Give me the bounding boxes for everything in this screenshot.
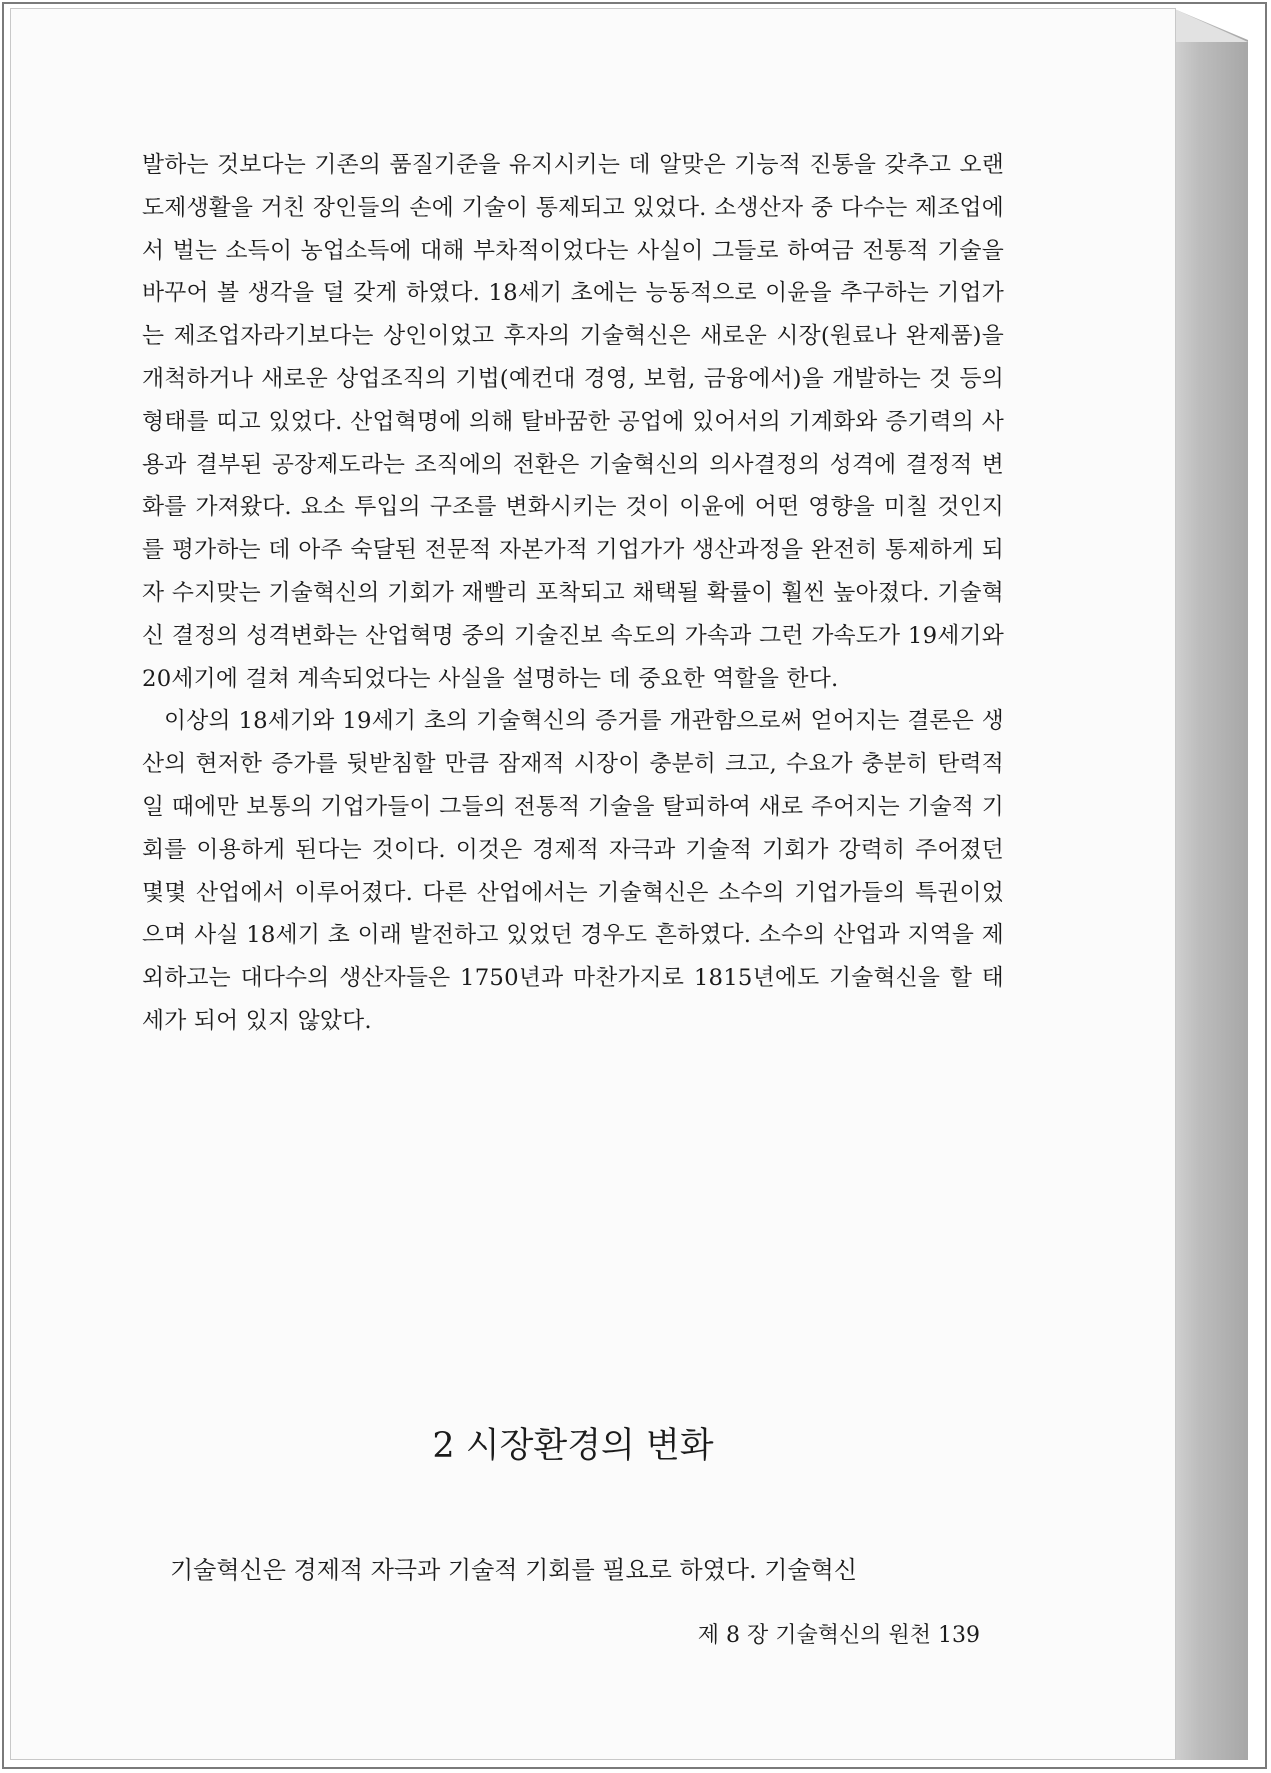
paragraph: 이상의 18세기와 19세기 초의 기술혁신의 증거를 개관함으로써 얻어지는 결론은 생산의 현저한 증가를 뒷받침할 만큼 잠재적 시장이 충분히 크고, 수요가 충분히 탄력적일 때에만 보통의 기업가들이 그들의 전통적 기술을 탈피하여 새로 주어지는 기술적 기회를 이용하게 된다는 것이다. 이것은 경제적 자극과 기술적 기회가 강력히 주어졌던 몇몇 산업에서 이루어졌다. 다른 산업에서는 기술혁신은 소수의 기업가들의 특권이었으며 사실 18세기 초 이래 발전하고 있었던 경우도 흔하였다. 소수의 산업과 지역을 제외하고는 대다수의 생산자들은 1750년과 마찬가지로 1815년에도 기술혁신을 할 태세가 되어 있지 않았다. [142,708,1004,1034]
section-heading: 2 시장환경의 변화 [432,1426,714,1466]
body-text [142,144,1004,1043]
book-page-edge [1172,8,1248,1760]
running-footer: 제 8 장 기술혁신의 원천 139 [697,1623,980,1648]
section-opening-line: 기술혁신은 경제적 자극과 기술적 기회를 필요로 하였다. 기술혁신 [170,1556,857,1584]
paragraph: 발하는 것보다는 기존의 품질기준을 유지시키는 데 알맞은 기능적 진통을 갖추고 오랜 도제생활을 거친 장인들의 손에 기술이 통제되고 있었다. 소생산자 중 다수는 제조업에서 벌는 소득이 농업소득에 대해 부차적이었다는 사실이 그들로 하여금 전통적 기술을 바꾸어 볼 생각을 덜 갖게 하였다. 18세기 초에는 능동적으로 이윤을 추구하는 기업가는 제조업자라기보다는 상인이었고 후자의 기술혁신은 새로운 시장(원료나 완제품)을 개척하거나 새로운 상업조직의 기법(예컨대 경영, 보험, 금융에서)을 개발하는 것 등의 형태를 띠고 있었다. 산업혁명에 의해 탈바꿈한 공업에 있어서의 기계화와 증기력의 사용과 결부된 공장제도라는 조직에의 전환은 기술혁신의 의사결정의 성격에 결정적 변화를 가져왔다. 요소 투입의 구조를 변화시키는 것이 이윤에 어떤 영향을 미칠 것인지를 평가하는 데 아주 숙달된 전문적 자본가적 기업가가 생산과정을 완전히 통제하게 되자 수지맞는 기술혁신의 기회가 재빨리 포착되고 채택될 확률이 훨씬 높아졌다. 기술혁신 결정의 성격변화는 산업혁명 중의 기술진보 속도의 가속과 그런 가속도가 19세기와 20세기에 걸쳐 계속되었다는 사실을 설명하는 데 중요한 역할을 한다. [142,152,1004,692]
